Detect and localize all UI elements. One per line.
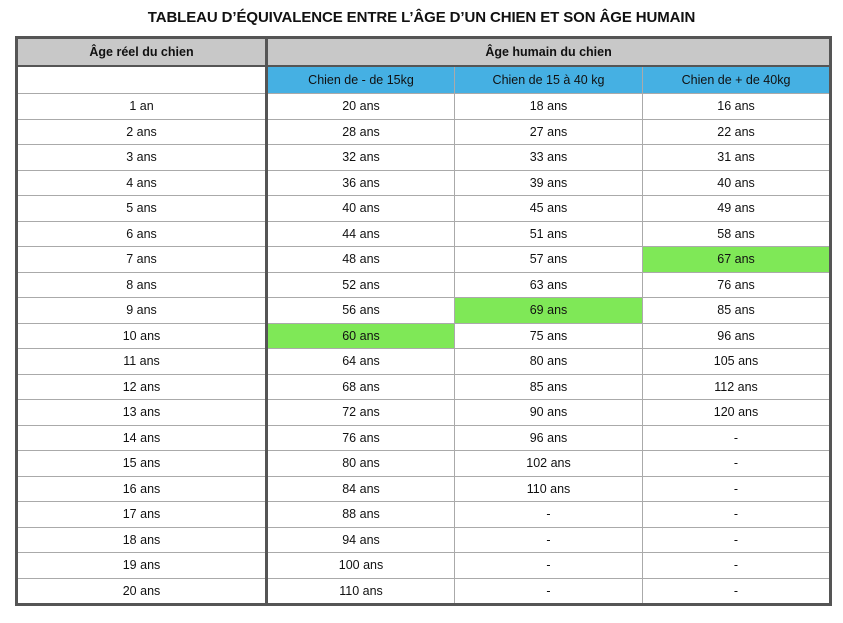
real-age-cell: 18 ans <box>17 527 267 553</box>
human-age-cell: 52 ans <box>267 272 455 298</box>
human-age-cell: - <box>455 527 643 553</box>
table-row <box>17 145 831 171</box>
human-age-cell: 36 ans <box>267 170 455 196</box>
human-age-cell: - <box>643 425 831 451</box>
header-human-age: Âge humain du chien <box>267 38 831 67</box>
human-age-cell: 69 ans <box>455 298 643 324</box>
human-age-cell: 40 ans <box>267 196 455 222</box>
human-age-cell: - <box>455 553 643 579</box>
human-age-cell: 96 ans <box>643 323 831 349</box>
table-row <box>17 94 831 120</box>
human-age-cell: 102 ans <box>455 451 643 477</box>
human-age-cell: 39 ans <box>455 170 643 196</box>
human-age-cell: 105 ans <box>643 349 831 375</box>
real-age-cell: 9 ans <box>17 298 267 324</box>
human-age-cell: 16 ans <box>643 94 831 120</box>
subheader-row <box>17 66 831 94</box>
real-age-cell: 17 ans <box>17 502 267 528</box>
human-age-cell: 48 ans <box>267 247 455 273</box>
real-age-cell: 12 ans <box>17 374 267 400</box>
table-row <box>17 476 831 502</box>
subheader-small: Chien de - de 15kg <box>267 66 455 94</box>
page-title: TABLEAU D’ÉQUIVALENCE ENTRE L’ÂGE D’UN CHIEN ET SON ÂGE HUMAIN <box>147 9 696 26</box>
human-age-cell: 64 ans <box>267 349 455 375</box>
real-age-cell: 8 ans <box>17 272 267 298</box>
real-age-cell: 4 ans <box>17 170 267 196</box>
table-row <box>17 425 831 451</box>
human-age-cell: 110 ans <box>455 476 643 502</box>
human-age-cell: 72 ans <box>267 400 455 426</box>
real-age-cell: 2 ans <box>17 119 267 145</box>
human-age-cell: - <box>643 476 831 502</box>
human-age-cell: 85 ans <box>643 298 831 324</box>
human-age-cell: 63 ans <box>455 272 643 298</box>
equivalence-table <box>15 36 832 606</box>
human-age-cell: 88 ans <box>267 502 455 528</box>
human-age-cell: 80 ans <box>267 451 455 477</box>
human-age-cell: 28 ans <box>267 119 455 145</box>
table-row <box>17 553 831 579</box>
table-row <box>17 221 831 247</box>
table-row <box>17 374 831 400</box>
subheader-medium: Chien de 15 à 40 kg <box>455 66 643 94</box>
human-age-cell: 76 ans <box>267 425 455 451</box>
human-age-cell: 44 ans <box>267 221 455 247</box>
human-age-cell: 20 ans <box>267 94 455 120</box>
real-age-cell: 6 ans <box>17 221 267 247</box>
real-age-cell: 3 ans <box>17 145 267 171</box>
human-age-cell: 110 ans <box>267 578 455 605</box>
human-age-cell: 84 ans <box>267 476 455 502</box>
human-age-cell: 49 ans <box>643 196 831 222</box>
human-age-cell: 58 ans <box>643 221 831 247</box>
human-age-cell: 100 ans <box>267 553 455 579</box>
human-age-cell: 40 ans <box>643 170 831 196</box>
table-row <box>17 578 831 605</box>
real-age-cell: 20 ans <box>17 578 267 605</box>
human-age-cell: 75 ans <box>455 323 643 349</box>
table-row <box>17 170 831 196</box>
human-age-cell: 33 ans <box>455 145 643 171</box>
human-age-cell: - <box>643 451 831 477</box>
human-age-cell: - <box>643 527 831 553</box>
human-age-cell: 94 ans <box>267 527 455 553</box>
human-age-cell: - <box>455 578 643 605</box>
table-row <box>17 272 831 298</box>
human-age-cell: 60 ans <box>267 323 455 349</box>
header-row <box>17 38 831 67</box>
real-age-cell: 10 ans <box>17 323 267 349</box>
table-row <box>17 119 831 145</box>
human-age-cell: 22 ans <box>643 119 831 145</box>
empty-cell <box>17 66 267 94</box>
human-age-cell: 32 ans <box>267 145 455 171</box>
real-age-cell: 1 an <box>17 94 267 120</box>
table-row <box>17 349 831 375</box>
human-age-cell: 18 ans <box>455 94 643 120</box>
human-age-cell: 96 ans <box>455 425 643 451</box>
human-age-cell: 27 ans <box>455 119 643 145</box>
human-age-cell: 67 ans <box>643 247 831 273</box>
human-age-cell: 112 ans <box>643 374 831 400</box>
real-age-cell: 11 ans <box>17 349 267 375</box>
real-age-cell: 16 ans <box>17 476 267 502</box>
human-age-cell: - <box>643 578 831 605</box>
human-age-cell: 68 ans <box>267 374 455 400</box>
table-row <box>17 247 831 273</box>
human-age-cell: 76 ans <box>643 272 831 298</box>
table-row <box>17 196 831 222</box>
table-row <box>17 451 831 477</box>
human-age-cell: 85 ans <box>455 374 643 400</box>
real-age-cell: 19 ans <box>17 553 267 579</box>
human-age-cell: 45 ans <box>455 196 643 222</box>
real-age-cell: 15 ans <box>17 451 267 477</box>
human-age-cell: 120 ans <box>643 400 831 426</box>
human-age-cell: 57 ans <box>455 247 643 273</box>
header-real-age: Âge réel du chien <box>17 38 267 67</box>
human-age-cell: 80 ans <box>455 349 643 375</box>
real-age-cell: 13 ans <box>17 400 267 426</box>
human-age-cell: 90 ans <box>455 400 643 426</box>
human-age-cell: - <box>643 502 831 528</box>
table-row <box>17 400 831 426</box>
table-row <box>17 298 831 324</box>
table-row <box>17 527 831 553</box>
subheader-large: Chien de + de 40kg <box>643 66 831 94</box>
real-age-cell: 14 ans <box>17 425 267 451</box>
real-age-cell: 5 ans <box>17 196 267 222</box>
table-row <box>17 502 831 528</box>
human-age-cell: 56 ans <box>267 298 455 324</box>
human-age-cell: 51 ans <box>455 221 643 247</box>
human-age-cell: 31 ans <box>643 145 831 171</box>
human-age-cell: - <box>455 502 643 528</box>
human-age-cell: - <box>643 553 831 579</box>
table-row <box>17 323 831 349</box>
real-age-cell: 7 ans <box>17 247 267 273</box>
